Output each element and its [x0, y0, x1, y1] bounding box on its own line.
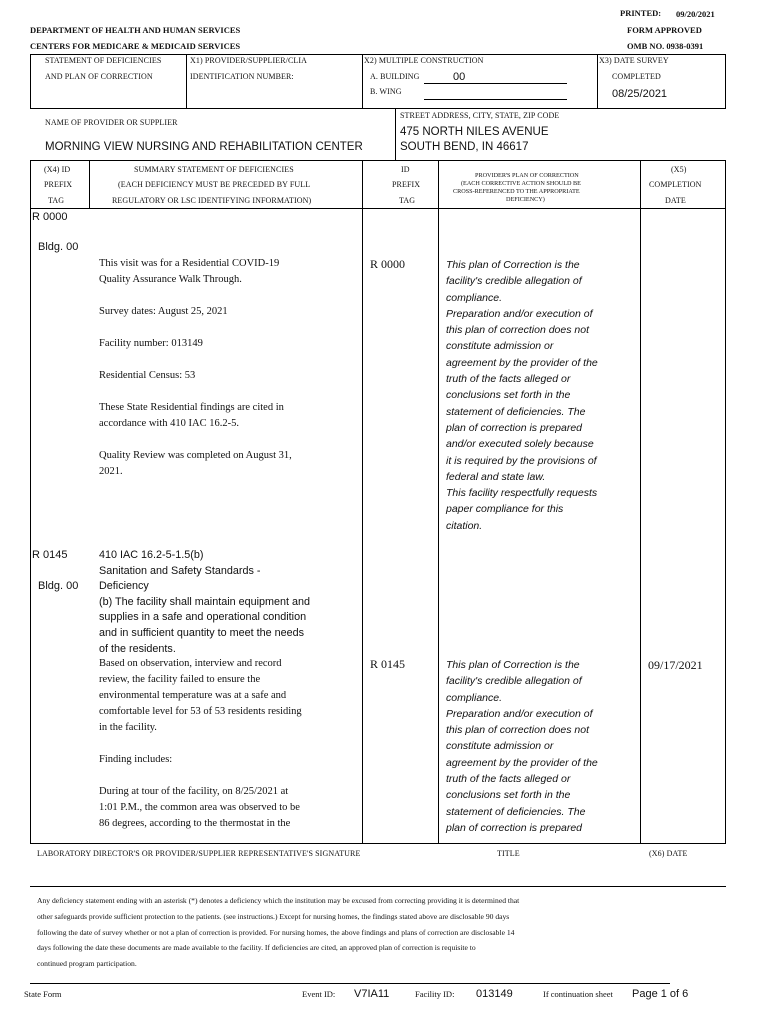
state-form-label: State Form: [24, 989, 62, 999]
summary-subheader-2: REGULATORY OR LSC IDENTIFYING INFORMATION): [112, 196, 312, 205]
plan-subheader-2: CROSS-REFERENCED TO THE APPROPRIATE: [453, 188, 580, 195]
rule: [424, 99, 567, 100]
printed-label: PRINTED:: [620, 8, 662, 18]
rule: [30, 843, 726, 844]
statement-label: STATEMENT OF DEFICIENCIES: [45, 56, 162, 65]
x6-date-label: (X6) DATE: [649, 849, 688, 858]
plan-r0000: This plan of Correction is the facility's credible allegation of compliance. Preparation and/or execution of this plan of correction does not constitute admission or agreement by the provider of the truth of the facts alleged or conclusions set forth in the statement of deficiencies. The plan of correction is prepared and/or executed solely because it is required by the provisions of federal and state law. This facility respectfully requests paper compliance for this citation.: [446, 259, 598, 532]
printed-date: 09/20/2021: [676, 9, 715, 19]
department-title: DEPARTMENT OF HEALTH AND HUMAN SERVICES: [30, 25, 241, 35]
provider-clia-label: X1) PROVIDER/SUPPLIER/CLIA: [190, 56, 308, 65]
completion-label: COMPLETION: [649, 180, 702, 189]
rule: [89, 160, 90, 208]
plan-header: PROVIDER'S PLAN OF CORRECTION: [475, 172, 579, 179]
multiple-construction-label: X2) MULTIPLE CONSTRUCTION: [364, 56, 484, 65]
provider-name-label: NAME OF PROVIDER OR SUPPLIER: [45, 118, 178, 127]
rule: [186, 54, 187, 108]
rule: [30, 160, 726, 161]
address-label: STREET ADDRESS, CITY, STATE, ZIP CODE: [400, 111, 560, 120]
date-survey-label: X3) DATE SURVEY: [599, 56, 669, 65]
completion-date-r0145: 09/17/2021: [648, 658, 703, 672]
plan-subheader-1: (EACH CORRECTIVE ACTION SHOULD BE: [461, 180, 581, 187]
rule: [424, 83, 567, 84]
disclaimer-text: Any deficiency statement ending with an asterisk (*) denotes a deficiency which the institution may be excused from correcting providing it is determined that other safeguards provide sufficient protection to the patients. (see instructions.) Except for nursing homes, the findings stated above are disclosable 90 days following the date of survey whether or not a plan of correction is provided. For nursing homes, the above findings and plans of correction are disclosable 14 days following the date these documents are made available to the facility. If deficiencies are cited, an approved plan of correction is requisite to continued program participation.: [37, 896, 520, 969]
id-tag-label: TAG: [399, 196, 416, 205]
facility-id-value: 013149: [476, 988, 513, 1000]
centers-title: CENTERS FOR MEDICARE & MEDICAID SERVICES: [30, 41, 241, 51]
x4-id-label: (X4) ID: [44, 165, 71, 174]
rule: [30, 54, 31, 108]
rule: [597, 54, 598, 108]
rule: [30, 208, 726, 209]
address-line2: SOUTH BEND, IN 46617: [400, 141, 529, 153]
wing-label: B. WING: [370, 87, 402, 96]
continuation-label: If continuation sheet: [543, 989, 613, 999]
x4-tag-label: TAG: [48, 196, 65, 205]
bldg-label-2: Bldg. 00: [38, 580, 79, 592]
top-box-border: [30, 54, 726, 55]
rule: [30, 983, 670, 984]
facility-id-label: Facility ID:: [415, 989, 455, 999]
plan-subheader-3: DEFICIENCY): [506, 196, 545, 203]
x5-label: (X5): [671, 165, 687, 174]
event-id-value: V7IA11: [354, 988, 390, 1000]
rule: [395, 108, 396, 160]
tag-r0000: R 0000: [32, 211, 68, 223]
building-value: 00: [453, 71, 466, 83]
summary-subheader: (EACH DEFICIENCY MUST BE PRECEDED BY FULL: [118, 180, 311, 189]
completed-label: COMPLETED: [612, 72, 661, 81]
summary-r0000: This visit was for a Residential COVID-19 Quality Assurance Walk Through. Survey dates: August 25, 2021 Facility number: 013149 Residential Census: 53 These State Residential findings are cited in accordance with 410 IAC 16.2-5. Quality Review was completed on August 31, 2021.: [99, 258, 292, 477]
omb-number: OMB NO. 0938-0391: [627, 41, 704, 51]
rule: [640, 160, 641, 843]
rule: [362, 54, 363, 108]
page-number: Page 1 of 6: [632, 988, 689, 1000]
address-line1: 475 NORTH NILES AVENUE: [400, 126, 549, 138]
signature-label: LABORATORY DIRECTOR'S OR PROVIDER/SUPPLIER REPRESENTATIVE'S SIGNATURE: [37, 849, 361, 858]
rule: [725, 54, 726, 108]
rule: [725, 160, 726, 843]
x4-prefix-label: PREFIX: [44, 180, 73, 189]
plan-of-correction-label: AND PLAN OF CORRECTION: [45, 72, 153, 81]
id-tag-r0000: R 0000: [370, 257, 406, 271]
plan-r0145: This plan of Correction is the facility's credible allegation of compliance. Preparation and/or execution of this plan of correction does not constitute admission or agreement by the provider of the truth of the facts alleged or conclusions set forth in the statement of deficiencies. The plan of correction is prepared: [446, 659, 598, 834]
regulation-r0145: 410 IAC 16.2-5-1.5(b) Sanitation and Safety Standards - Deficiency (b) The facility shall maintain equipment and supplies in a safe and operational condition and in sufficient quantity to meet the needs of the residents.: [99, 549, 311, 655]
identification-number-label: IDENTIFICATION NUMBER:: [190, 72, 294, 81]
date-label: DATE: [665, 196, 686, 205]
rule: [362, 160, 363, 843]
summary-header: SUMMARY STATEMENT OF DEFICIENCIES: [134, 165, 294, 174]
provider-name: MORNING VIEW NURSING AND REHABILITATION CENTER: [45, 141, 363, 153]
rule: [30, 886, 726, 887]
rule: [438, 160, 439, 843]
tag-r0145: R 0145: [32, 549, 68, 561]
title-label: TITLE: [497, 849, 520, 858]
rule: [395, 108, 726, 109]
form-approved: FORM APPROVED: [627, 25, 702, 35]
id-prefix-label: PREFIX: [392, 180, 421, 189]
bldg-label: Bldg. 00: [38, 241, 79, 253]
event-id-label: Event ID:: [302, 989, 336, 999]
id-label: ID: [401, 165, 410, 174]
building-label: A. BUILDING: [370, 72, 420, 81]
id-tag-r0145: R 0145: [370, 657, 406, 671]
survey-date-value: 08/25/2021: [612, 88, 668, 100]
rule: [30, 160, 31, 843]
summary-r0145: Based on observation, interview and record review, the facility failed to ensure the environmental temperature was at a safe and comfortable level for 53 of 53 residents residing in the facility. Finding includes: During at tour of the facility, on 8/25/2021 at 1:01 P.M., the common area was observed to be 86 degrees, according to the thermostat in the: [99, 658, 302, 829]
